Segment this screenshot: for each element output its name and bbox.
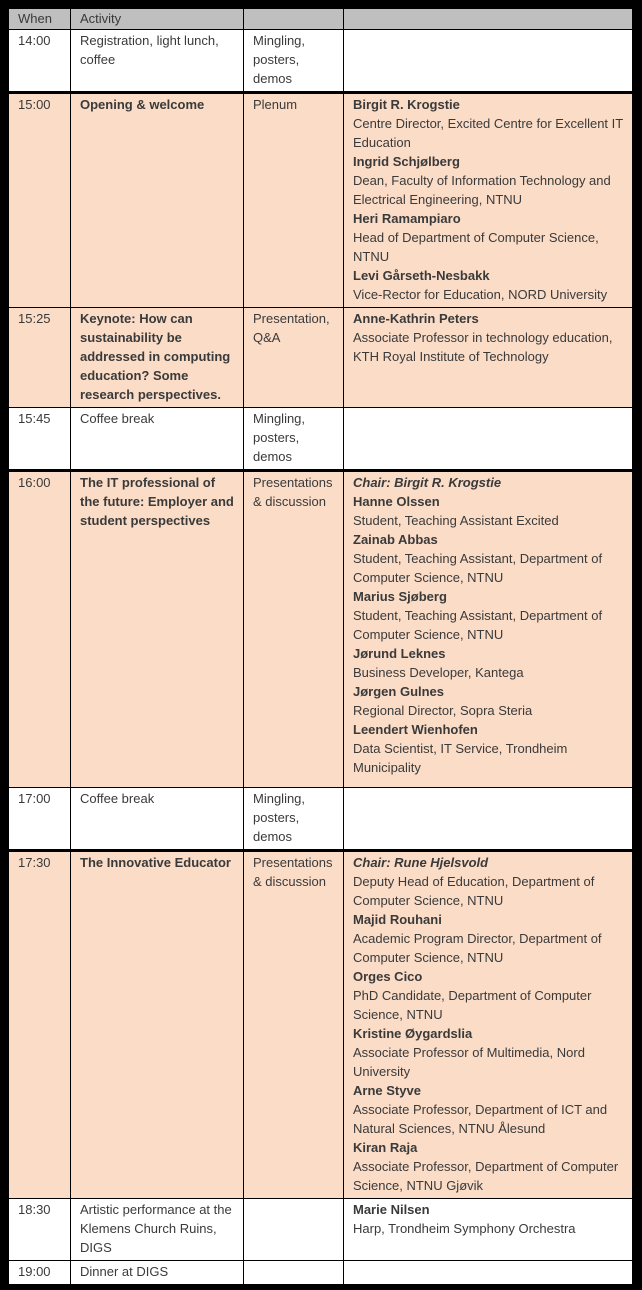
format-cell: Presentations & discussion bbox=[244, 471, 344, 788]
people-cell bbox=[344, 788, 633, 851]
format-cell: Presentations & discussion bbox=[244, 851, 344, 1199]
person-name: Orges Cico bbox=[353, 969, 423, 984]
time-cell: 19:00 bbox=[9, 1261, 71, 1285]
schedule-body bbox=[9, 30, 633, 1285]
person-role: Data Scientist, IT Service, Trondheim Municipality bbox=[353, 741, 568, 775]
person-name: Jørgen Gulnes bbox=[353, 684, 445, 699]
format-cell: Mingling, posters, demos bbox=[244, 788, 344, 851]
schedule-row-1830 bbox=[9, 1199, 633, 1261]
header-when: When bbox=[9, 9, 71, 30]
schedule-row-1545 bbox=[9, 408, 633, 471]
person-role: Associate Professor of Multimedia, Nord University bbox=[353, 1045, 585, 1079]
person-role: Head of Department of Computer Science, NTNU bbox=[353, 230, 599, 264]
person-name: Leendert Wienhofen bbox=[353, 722, 478, 737]
activity-cell: The Innovative Educator bbox=[71, 851, 244, 1199]
person-name: Marius Sjøberg bbox=[353, 589, 447, 604]
people-cell bbox=[344, 1261, 633, 1285]
activity-cell: Artistic performance at the Klemens Church Ruins, DIGS bbox=[71, 1199, 244, 1261]
format-cell: Mingling, posters, demos bbox=[244, 408, 344, 471]
people-cell bbox=[344, 471, 633, 788]
person-role: PhD Candidate, Department of Computer Science, NTNU bbox=[353, 988, 592, 1022]
schedule-row-1900 bbox=[9, 1261, 633, 1285]
people-cell bbox=[344, 30, 633, 93]
schedule-table bbox=[8, 8, 633, 1285]
people-cell bbox=[344, 93, 633, 308]
schedule-row-1730 bbox=[9, 851, 633, 1199]
people-cell bbox=[344, 1199, 633, 1261]
time-cell: 17:00 bbox=[9, 788, 71, 851]
person-role: Regional Director, Sopra Steria bbox=[353, 703, 533, 718]
format-cell bbox=[244, 1199, 344, 1261]
people-cell bbox=[344, 308, 633, 408]
activity-cell: Dinner at DIGS bbox=[71, 1261, 244, 1285]
person-name: Jørund Leknes bbox=[353, 646, 446, 661]
time-cell: 17:30 bbox=[9, 851, 71, 1199]
person-name: Heri Ramampiaro bbox=[353, 211, 461, 226]
format-cell: Plenum bbox=[244, 93, 344, 308]
activity-cell: Keynote: How can sustainability be addressed in computing education? Some research perspectives. bbox=[71, 308, 244, 408]
person-role: Associate Professor, Department of ICT and Natural Sciences, NTNU Ålesund bbox=[353, 1102, 608, 1136]
person-name: Kristine Øygardslia bbox=[353, 1026, 473, 1041]
schedule-row-1700 bbox=[9, 788, 633, 851]
person-name: Kiran Raja bbox=[353, 1140, 418, 1155]
person-role: Academic Program Director, Department of Computer Science, NTNU bbox=[353, 931, 602, 965]
time-cell: 16:00 bbox=[9, 471, 71, 788]
person-role: Deputy Head of Education, Department of Computer Science, NTNU bbox=[353, 874, 595, 908]
format-cell bbox=[244, 1261, 344, 1285]
activity-cell: Registration, light lunch, coffee bbox=[71, 30, 244, 93]
person-role: Dean, Faculty of Information Technology and Electrical Engineering, NTNU bbox=[353, 173, 611, 207]
person-name: Levi Gårseth-Nesbakk bbox=[353, 268, 490, 283]
time-cell: 15:45 bbox=[9, 408, 71, 471]
format-cell: Mingling, posters, demos bbox=[244, 30, 344, 93]
chair-label: Chair: Birgit R. Krogstie bbox=[353, 475, 502, 490]
activity-cell: Coffee break bbox=[71, 408, 244, 471]
chair-label: Chair: Rune Hjelsvold bbox=[353, 855, 489, 870]
header-format bbox=[244, 9, 344, 30]
person-name: Majid Rouhani bbox=[353, 912, 442, 927]
activity-cell: Coffee break bbox=[71, 788, 244, 851]
time-cell: 14:00 bbox=[9, 30, 71, 93]
person-role: Vice-Rector for Education, NORD University bbox=[353, 287, 608, 302]
person-name: Birgit R. Krogstie bbox=[353, 97, 460, 112]
schedule-row-1525 bbox=[9, 308, 633, 408]
header-row bbox=[9, 9, 633, 30]
person-role: Student, Teaching Assistant Excited bbox=[353, 513, 559, 528]
person-name: Zainab Abbas bbox=[353, 532, 438, 547]
person-name: Arne Styve bbox=[353, 1083, 421, 1098]
time-cell: 15:25 bbox=[9, 308, 71, 408]
time-cell: 15:00 bbox=[9, 93, 71, 308]
activity-cell: The IT professional of the future: Employer and student perspectives bbox=[71, 471, 244, 788]
person-role: Associate Professor in technology education, KTH Royal Institute of Technology bbox=[353, 330, 613, 364]
time-cell: 18:30 bbox=[9, 1199, 71, 1261]
people-cell bbox=[344, 851, 633, 1199]
person-name: Hanne Olssen bbox=[353, 494, 440, 509]
person-name: Anne-Kathrin Peters bbox=[353, 311, 479, 326]
format-cell: Presentation, Q&A bbox=[244, 308, 344, 408]
schedule-row-1600 bbox=[9, 471, 633, 788]
schedule-row-1500 bbox=[9, 93, 633, 308]
person-name: Marie Nilsen bbox=[353, 1202, 430, 1217]
person-role: Student, Teaching Assistant, Department of Computer Science, NTNU bbox=[353, 608, 603, 642]
person-role: Student, Teaching Assistant, Department of Computer Science, NTNU bbox=[353, 551, 603, 585]
person-role: Business Developer, Kantega bbox=[353, 665, 524, 680]
header-people bbox=[344, 9, 633, 30]
person-role: Centre Director, Excited Centre for Excellent IT Education bbox=[353, 116, 623, 150]
person-name: Ingrid Schjølberg bbox=[353, 154, 460, 169]
person-role: Associate Professor, Department of Computer Science, NTNU Gjøvik bbox=[353, 1159, 619, 1193]
activity-cell: Opening & welcome bbox=[71, 93, 244, 308]
person-role: Harp, Trondheim Symphony Orchestra bbox=[353, 1221, 576, 1236]
header-activity: Activity bbox=[71, 9, 244, 30]
people-cell bbox=[344, 408, 633, 471]
schedule-row-1400 bbox=[9, 30, 633, 93]
